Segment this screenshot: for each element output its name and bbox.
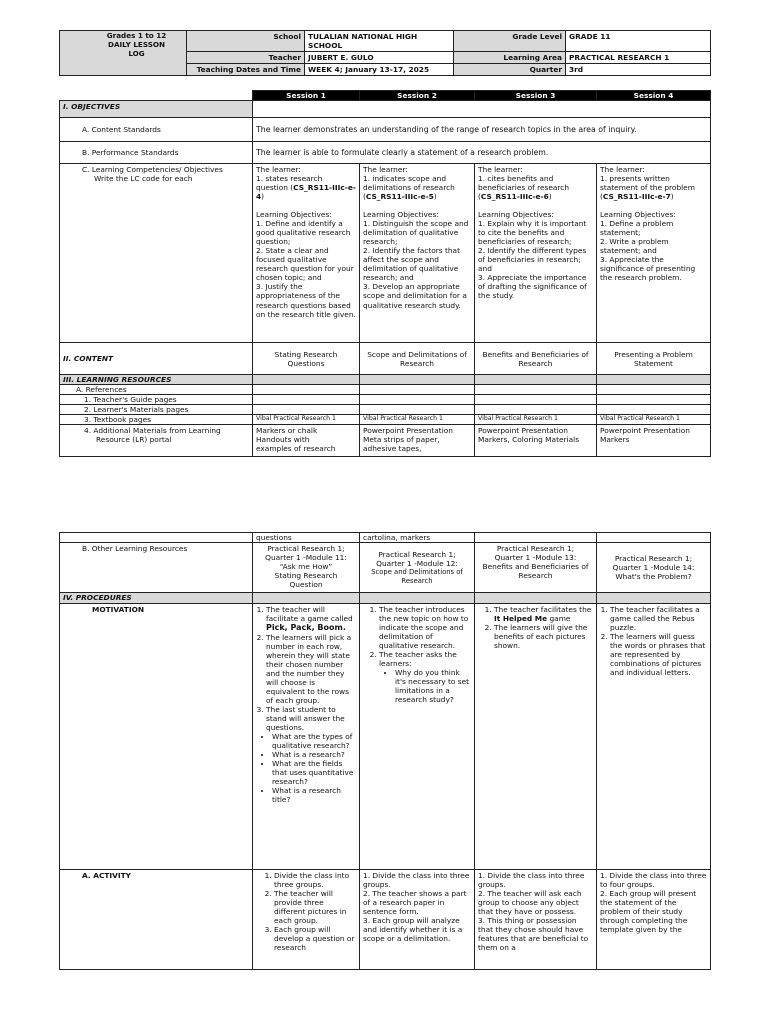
topic-session-3: Benefits and Beneficiaries of Research: [475, 343, 597, 375]
other-resources-session-2: Practical Research 1; Quarter 1 -Module 12: Scope and Delimitations of Research: [360, 543, 475, 593]
performance-standards-label: B. Performance Standards: [60, 142, 253, 164]
teachers-guide-label: 1. Teacher's Guide pages: [60, 395, 253, 405]
activity-session-1: 1. Divide the class into three groups. 2. The teacher will provide three different pictures in each group. 3. Each group will develop a question or research: [253, 870, 360, 970]
additional-session-3: Powerpoint Presentation Markers, Coloring Materials: [475, 425, 597, 457]
teacher-value: JUBERT E. GULO: [305, 52, 454, 64]
other-resources-session-4: Practical Research 1; Quarter 1 -Module 14: What's the Problem?: [597, 543, 711, 593]
learning-area-label: Learning Area: [454, 52, 566, 64]
lesson-table-page1: [59, 90, 711, 457]
motivation-session-4: 1. The teacher facilitates a game called the Rebus puzzle. 2. The learners will guess the words or phrases that are represented by combinations of pictures and individual letters.: [597, 604, 711, 870]
additional-materials-label: 4. Additional Materials from Learning Resource (LR) portal: [60, 425, 253, 457]
additional-continued-session-2: cartolina, markers: [360, 533, 475, 543]
activity-session-2: 1. Divide the class into three groups. 2. The teacher shows a part of a research paper in sentence form. 3. Each group will analyze and identify whether it is a scope or a delimitation.: [360, 870, 475, 970]
references-label: A. References: [60, 385, 253, 395]
other-resources-label: B. Other Learning Resources: [60, 543, 253, 593]
lesson-table-page2: [59, 532, 711, 970]
additional-continued-session-1: questions: [253, 533, 360, 543]
objectives-heading: I. OBJECTIVES: [60, 101, 253, 118]
textbook-label: 3. Textbook pages: [60, 415, 253, 425]
header-table: [59, 30, 711, 76]
quarter-value: 3rd: [566, 64, 711, 76]
procedures-heading: IV. PROCEDURES: [60, 593, 253, 604]
competency-session-3: The learner: 1. cites benefits and beneficiaries of research (CS_RS11-IIIc-e-6) Learning Objectives: 1. Explain why it is important to cite the benefits and beneficiaries of research; 2. Identify the different types of beneficiaries in research; and 3. Appreciate the importance of drafting the significance of the study.: [475, 164, 597, 343]
competency-session-1: The learner: 1. states research question (CS_RS11-IIIc-e-4) Learning Objectives: 1. Define and identify a good qualitative research question; 2. State a clear and focused qualitative research question for your chosen topic; and 3. Justify the appropriateness of the research questions based on the research title given.: [253, 164, 360, 343]
session-4-header: Session 4: [597, 91, 711, 101]
competencies-label: C. Learning Competencies/ Objectives Write the LC code for each: [60, 164, 253, 343]
dates-label: Teaching Dates and Time: [187, 64, 305, 76]
content-heading: II. CONTENT: [60, 343, 253, 375]
session-1-header: Session 1: [253, 91, 360, 101]
school-value: TULALIAN NATIONAL HIGH SCHOOL: [305, 31, 454, 52]
other-resources-session-1: Practical Research 1; Quarter 1 -Module 11: “Ask me How” Stating Research Question: [253, 543, 360, 593]
topic-session-4: Presenting a Problem Statement: [597, 343, 711, 375]
resources-heading: III. LEARNING RESOURCES: [60, 375, 253, 385]
log-title: Grades 1 to 12 DAILY LESSON LOG: [60, 31, 187, 76]
content-standards-label: A. Content Standards: [60, 118, 253, 142]
grade-level-label: Grade Level: [454, 31, 566, 52]
learners-materials-label: 2. Learner's Materials pages: [60, 405, 253, 415]
learning-area-value: PRACTICAL RESEARCH 1: [566, 52, 711, 64]
teacher-label: Teacher: [187, 52, 305, 64]
grade-level-value: GRADE 11: [566, 31, 711, 52]
activity-session-3: 1. Divide the class into three groups. 2. The teacher will ask each group to choose any object that they have or possess. 3. This thing or possession that they chose should have features that are beneficial to them on a: [475, 870, 597, 970]
school-label: School: [187, 31, 305, 52]
competency-session-2: The learner: 1. indicates scope and delimitations of research (CS_RS11-IIIc-e-5) Learning Objectives: 1. Distinguish the scope and delimitation of qualitative research; 2. Identify the factors that affect the scope and delimitation of qualitative research; and 3. Develop an appropriate scope and delimitation for a qualitative research study.: [360, 164, 475, 343]
textbook-session-1: Vibal Practical Research 1: [253, 415, 360, 425]
quarter-label: Quarter: [454, 64, 566, 76]
additional-session-1: Markers or chalk Handouts with examples of research: [253, 425, 360, 457]
other-resources-session-3: Practical Research 1; Quarter 1 -Module 13: Benefits and Beneficiaries of Research: [475, 543, 597, 593]
competency-session-4: The learner: 1. presents written statement of the problem (CS_RS11-IIIc-e-7) Learning Objectives: 1. Define a problem statement; 2. Write a problem statement; and 3. Appreciate the significance of presenting the research problem.: [597, 164, 711, 343]
content-standards-text: The learner demonstrates an understanding of the range of research topics in the area of inquiry.: [253, 118, 711, 142]
textbook-session-2: Vibal Practical Research 1: [360, 415, 475, 425]
topic-session-1: Stating Research Questions: [253, 343, 360, 375]
textbook-session-3: Vibal Practical Research 1: [475, 415, 597, 425]
motivation-label: MOTIVATION: [60, 604, 253, 870]
activity-session-4: 1. Divide the class into three to four groups. 2. Each group will present the statement of the problem of their study through completing the template given by the: [597, 870, 711, 970]
additional-session-4: Powerpoint Presentation Markers: [597, 425, 711, 457]
dates-value: WEEK 4; January 13-17, 2025: [305, 64, 454, 76]
topic-session-2: Scope and Delimitations of Research: [360, 343, 475, 375]
session-3-header: Session 3: [475, 91, 597, 101]
motivation-session-3: 1. The teacher facilitates the It Helped Me game 2. The learners will give the benefits of each pictures shown.: [475, 604, 597, 870]
performance-standards-text: The learner is able to formulate clearly a statement of a research problem.: [253, 142, 711, 164]
activity-label: A. ACTIVITY: [60, 870, 253, 970]
motivation-session-1: 1. The teacher will facilitate a game called Pick, Pack, Boom. 2. The learners will pick a number in each row, wherein they will state their chosen number and the number they will choose is equivalent to the rows of each group. 3. The last student to stand will answer the questions. • What are the types of qualitative research? • What is a research? • What are the fields that uses quantitative research? • What is a research title?: [253, 604, 360, 870]
additional-session-2: Powerpoint Presentation Meta strips of paper, adhesive tapes,: [360, 425, 475, 457]
textbook-session-4: Vibal Practical Research 1: [597, 415, 711, 425]
motivation-session-2: 1. The teacher introduces the new topic on how to indicate the scope and delimitation of qualitative research. 2. The teacher asks the learners: • Why do you think it's necessary to set limitations in a research study?: [360, 604, 475, 870]
session-2-header: Session 2: [360, 91, 475, 101]
